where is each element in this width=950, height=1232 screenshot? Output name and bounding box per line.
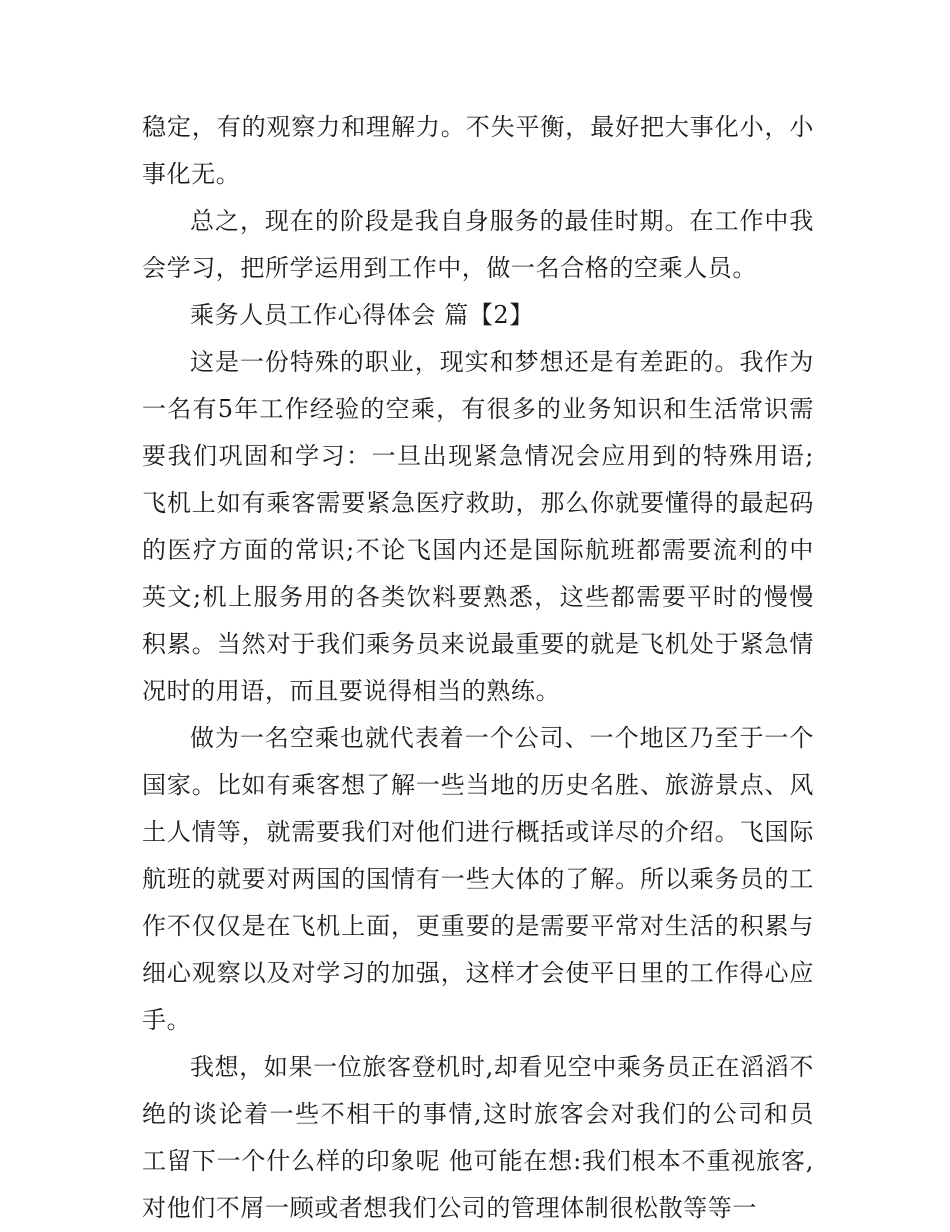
paragraph-impression: 我想，如果一位旅客登机时,却看见空中乘务员正在滔滔不绝的谈论着一些不相干的事情,这时旅客会对我们的公司和员工留下一个什么样的印象呢 他可能在想:我们根本不重视旅客,对他们不屑一顾或者想我们公司的管理体制很松散等等一 [142,1053,814,1222]
document-body [142,104,814,1232]
paragraph-summary: 总之，现在的阶段是我自身服务的最佳时期。在工作中我会学习，把所学运用到工作中，做一名合格的空乘人员。 [142,207,814,282]
section-heading: 乘务人员工作心得体会 篇【2】 [190,301,534,329]
paragraph-continuation: 稳定，有的观察力和理解力。不失平衡，最好把大事化小，小事化无。 [142,113,814,188]
paragraph-representation: 做为一名空乘也就代表着一个公司、一个地区乃至于一个国家。比如有乘客想了解一些当地的历史名胜、旅游景点、风土人情等，就需要我们对他们进行概括或详尽的介绍。飞国际航班的就要对两国的国情有一些大体的了解。所以乘务员的工作不仅仅是在飞机上面，更重要的是需要平常对生活的积累与细心观察以及对学习的加强，这样才会使平日里的工作得心应手。 [142,724,814,1034]
paragraph-profession: 这是一份特殊的职业，现实和梦想还是有差距的。我作为一名有5年工作经验的空乘，有很多的业务知识和生活常识需要我们巩固和学习：一旦出现紧急情况会应用到的特殊用语;飞机上如有乘客需要紧急医疗救助，那么你就要懂得的最起码的医疗方面的常识;不论飞国内还是国际航班都需要流利的中英文;机上服务用的各类饮料要熟悉，这些都需要平时的慢慢积累。当然对于我们乘务员来说最重要的就是飞机处于紧急情况时的用语，而且要说得相当的熟练。 [142,348,814,705]
